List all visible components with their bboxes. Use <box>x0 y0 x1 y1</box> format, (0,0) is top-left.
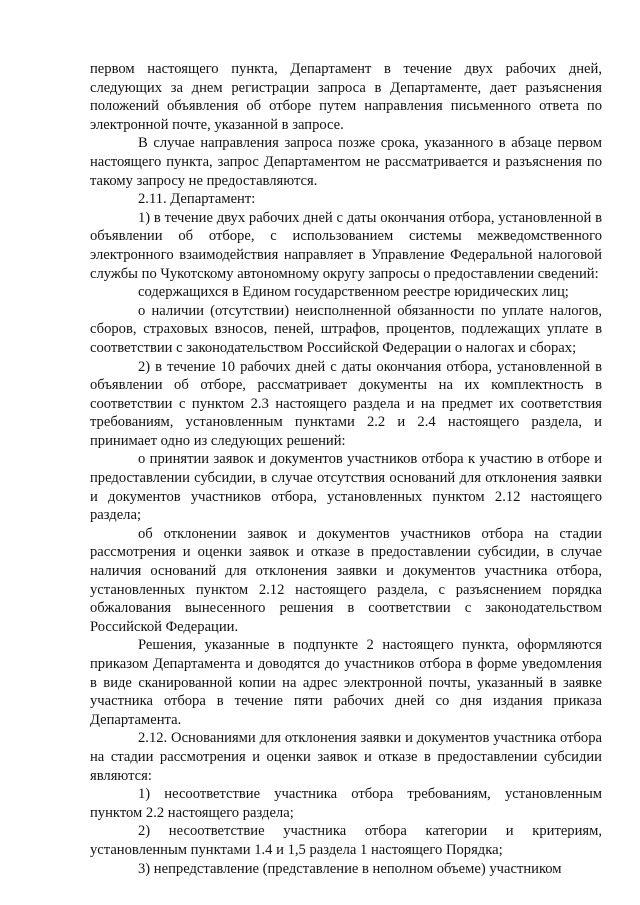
item-2-12-3: 3) непредставление (представление в неполном объеме) участником <box>138 860 562 877</box>
section-2-11-heading: 2.11. Департамент: <box>138 191 256 208</box>
subitem-tax-debt: о наличии (отсутствии) неисполненной обязанности по уплате налогов, сборов, страховых взносов, пеней, штрафов, процентов, подлежащих уплате в соответствии с законодательством Российской Федерации о налогах и сборах; <box>90 302 602 356</box>
decision-reject: об отклонении заявок и документов участников отбора на стадии рассмотрения и оценки заявок и отказе в предоставлении субсидии, в случае наличия оснований для отклонения заявки и документов участника отбора, установленных пунктом 2.12 настоящего раздела, с разъяснением порядка обжалования вынесенного решения в соответствии с законодательством Российской Федерации. <box>90 525 602 635</box>
paragraph-continuation: первом настоящего пункта, Департамент в течение двух рабочих дней, следующих за днем регистрации запроса в Департаменте, дает разъяснения положений объявления об отборе путем направления письменного ответа по электронной почте, указанной в запросе. <box>90 61 602 133</box>
item-2-12-2: 2) несоответствие участника отбора категории и критериям, установленным пунктами 1.4 и 1,5 раздела 1 настоящего Порядка; <box>90 823 602 858</box>
item-2-12-1: 1) несоответствие участника отбора требованиям, установленным пунктом 2.2 настоящего раздела; <box>90 786 602 821</box>
decision-accept: о принятии заявок и документов участников отбора к участию в отборе и предоставлении субсидии, в случае отсутствия оснований для отклонения заявки и документов участников отбора, установленных пунктом 2.12 настоящего раздела; <box>90 451 602 524</box>
subitem-egrul: содержащихся в Едином государственном реестре юридических лиц; <box>138 284 569 301</box>
section-2-12-heading: 2.12. Основаниями для отклонения заявки и документов участника отбора на стадии рассмотрения и оценки заявок и отказе в предоставлении субсидии являются: <box>90 730 602 784</box>
paragraph-late-request: В случае направления запроса позже срока, указанного в абзаце первом настоящего пункта, запрос Департаментом не рассматривается и разъяснения по такому запросу не предоставляются. <box>90 135 602 189</box>
document-body <box>90 60 602 878</box>
item-2-11-2: 2) в течение 10 рабочих дней с даты окончания отбора, установленной в объявлении об отборе, рассматривает документы на их комплектность в соответствии с пунктом 2.3 настоящего раздела и на предмет их соответствия требованиям, установленным пунктами 2.2 и 2.4 настоящего раздела, и принимает одно из следующих решений: <box>90 358 602 449</box>
item-2-11-1: 1) в течение двух рабочих дней с даты окончания отбора, установленной в объявлении об отборе, с использованием системы межведомственного электронного взаимодействия направляет в Управление Федеральной налоговой службы по Чукотскому автономному округу запросы о предоставлении сведений: <box>90 209 602 282</box>
paragraph-decisions-notice: Решения, указанные в подпункте 2 настоящего пункта, оформляются приказом Департамента и доводятся до участников отбора в форме уведомления в виде сканированной копии на адрес электронной почты, указанный в заявке участника отбора в течение пяти рабочих дней со дня издания приказа Департамента. <box>90 637 602 728</box>
